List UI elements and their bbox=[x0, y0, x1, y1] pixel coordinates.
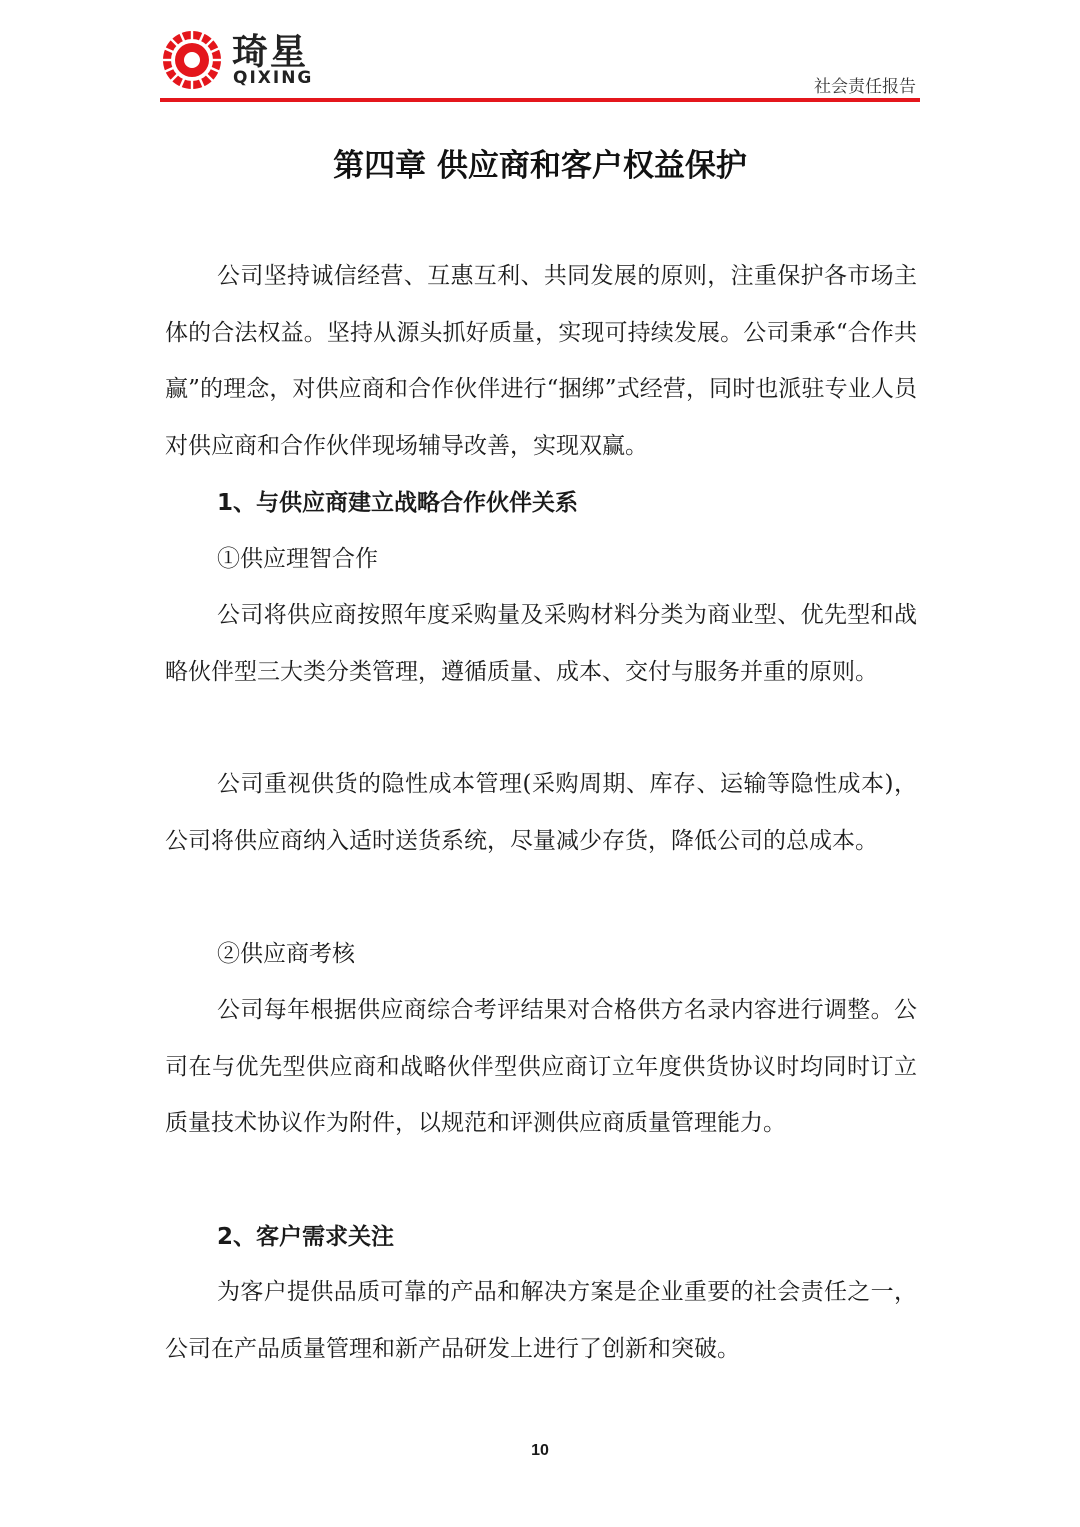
brand-name-en: QIXING bbox=[233, 68, 314, 88]
subsection-heading-2: ②供应商考核 bbox=[217, 941, 355, 967]
paragraph-hidden-cost: 公司重视供货的隐性成本管理(采购周期、库存、运输等隐性成本)，公司将供应商纳入适时送货系统，尽量减少存货，降低公司的总成本。 bbox=[165, 771, 917, 854]
page-number: 10 bbox=[531, 1442, 549, 1459]
intro-paragraph: 公司坚持诚信经营、互惠互利、共同发展的原则，注重保护各市场主体的合法权益。坚持从源头抓好质量，实现可持续发展。公司秉承“合作共赢”的理念，对供应商和合作伙伴进行“捆绑”式经营，同时也派驻专业人员对供应商和合作伙伴现场辅导改善，实现双赢。 bbox=[165, 263, 917, 459]
section-heading-1: 1、与供应商建立战略合作伙伴关系 bbox=[217, 490, 579, 516]
section-heading-2: 2、客户需求关注 bbox=[217, 1224, 395, 1250]
qixing-logo-icon bbox=[160, 28, 224, 92]
header-divider bbox=[160, 98, 920, 102]
company-logo bbox=[160, 22, 330, 92]
paragraph-supplier-classification: 公司将供应商按照年度采购量及采购材料分类为商业型、优先型和战略伙伴型三大类分类管理，遵循质量、成本、交付与服务并重的原则。 bbox=[165, 602, 917, 685]
paragraph-supplier-assessment: 公司每年根据供应商综合考评结果对合格供方名录内容进行调整。公司在与优先型供应商和战略伙伴型供应商订立年度供货协议时均同时订立质量技术协议作为附件，以规范和评测供应商质量管理能力。 bbox=[165, 997, 917, 1136]
paragraph-customer-needs: 为客户提供品质可靠的产品和解决方案是企业重要的社会责任之一，公司在产品质量管理和新产品研发上进行了创新和突破。 bbox=[165, 1279, 917, 1362]
brand-name-cn: 琦星 bbox=[232, 32, 309, 73]
subsection-heading-1: ①供应理智合作 bbox=[217, 546, 378, 572]
chapter-title: 第四章 供应商和客户权益保护 bbox=[333, 148, 747, 184]
page-header bbox=[160, 22, 920, 102]
report-name: 社会责任报告 bbox=[814, 77, 916, 97]
